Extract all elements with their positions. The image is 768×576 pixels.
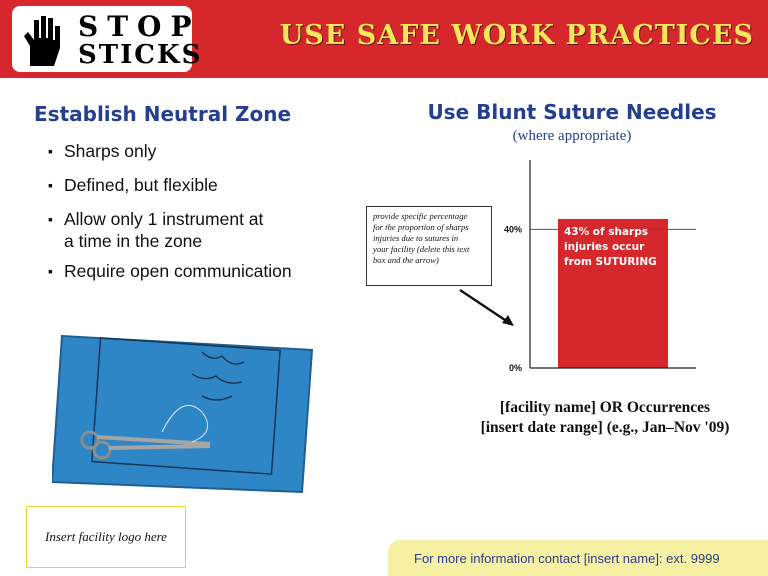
bar-data-label: from SUTURING bbox=[564, 255, 657, 268]
raised-hand-icon bbox=[20, 12, 74, 68]
bullet-item: ▪ Defined, but flexible bbox=[48, 174, 348, 196]
chart-caption bbox=[420, 398, 768, 438]
bar-data-label: 43% of sharps bbox=[564, 225, 648, 238]
blunt-needles-heading: Use Blunt Suture Needles bbox=[427, 100, 717, 124]
instruction-note-box[interactable] bbox=[366, 206, 492, 286]
note-line: your facility (delete this text bbox=[373, 244, 470, 254]
note-line: for the proportion of sharps bbox=[373, 222, 469, 232]
y-tick-label: 40% bbox=[503, 224, 522, 235]
chart-caption-line1: [facility name] OR Occurrences bbox=[499, 399, 711, 416]
note-line: box and the arrow) bbox=[373, 255, 439, 265]
bullet-item: ▪ Sharps only bbox=[48, 140, 348, 162]
chart-caption-line2: [insert date range] (e.g., Jan–Nov '09) bbox=[480, 419, 730, 436]
y-tick-label: 0% bbox=[508, 363, 522, 373]
logo-word-sticks: STICKS bbox=[78, 40, 203, 70]
bar-data-label: injuries occur bbox=[564, 240, 645, 253]
contact-footer bbox=[388, 540, 768, 576]
facility-logo-placeholder[interactable] bbox=[26, 506, 186, 568]
blunt-needles-subtitle: (where appropriate) bbox=[512, 128, 632, 144]
note-line: provide specific percentage bbox=[373, 211, 468, 221]
sharps-injury-bar-chart bbox=[496, 156, 706, 382]
neutral-zone-heading: Establish Neutral Zone bbox=[34, 102, 292, 126]
contact-text: For more information contact [insert name]: ext. 9999 bbox=[414, 550, 720, 566]
slide-title: USE SAFE WORK PRACTICES bbox=[279, 20, 754, 51]
header-banner bbox=[0, 0, 768, 78]
bullet-item bbox=[48, 208, 348, 252]
surgical-drape-photo bbox=[52, 322, 322, 502]
note-line: injuries due to sutures in bbox=[373, 233, 459, 243]
bullet-item-line: a time in the zone bbox=[64, 231, 203, 251]
neutral-zone-bullet-list bbox=[48, 140, 348, 282]
bullet-item: ▪ Require open communication bbox=[48, 260, 348, 282]
stop-sticks-logo bbox=[12, 6, 203, 72]
logo-placeholder-text: Insert facility logo here bbox=[45, 529, 167, 544]
bullet-item-line: Allow only 1 instrument at bbox=[64, 209, 264, 229]
logo-word-stop: STOP bbox=[78, 10, 201, 43]
